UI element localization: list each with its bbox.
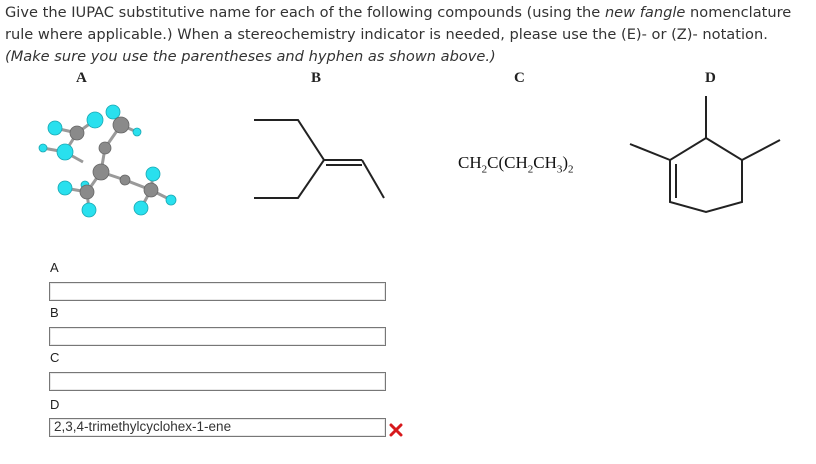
structure-b-header: B	[311, 70, 322, 86]
answer-a-input[interactable]	[49, 282, 386, 301]
answer-a-label: A	[50, 260, 59, 275]
x-mark-icon	[389, 423, 403, 437]
structure-c-header: C	[514, 70, 525, 86]
answer-b-input[interactable]	[49, 327, 386, 346]
question-text	[5, 2, 811, 68]
question-line-2: rule where applicable.) When a stereochemistry indicator is needed, please use the (E)- or (Z)- notation.	[5, 26, 768, 43]
structure-c-formula: $CH_2C(CH_2CH_3)_2$	[458, 153, 574, 176]
answer-d-input[interactable]: 2,3,4-trimethylcyclohex-1-ene	[49, 418, 386, 437]
answer-d-label: D	[50, 397, 60, 412]
structure-d-skeletal	[620, 92, 785, 217]
question-emphasis: new fangle	[604, 4, 686, 21]
structure-a-header: A	[76, 70, 87, 86]
answer-c-label: C	[50, 350, 60, 365]
structure-d-header: D	[705, 70, 716, 86]
structure-b-skeletal	[250, 112, 390, 202]
question-line-1-end: nomenclature	[685, 4, 792, 21]
structure-a-ball-and-stick	[25, 100, 185, 225]
question-line-3: (Make sure you use the parentheses and hyphen as shown above.)	[5, 48, 496, 65]
answer-b-label: B	[50, 305, 59, 320]
answer-c-input[interactable]	[49, 372, 386, 391]
question-line-1: Give the IUPAC substitutive name for each of the following compounds (using the	[5, 4, 605, 21]
